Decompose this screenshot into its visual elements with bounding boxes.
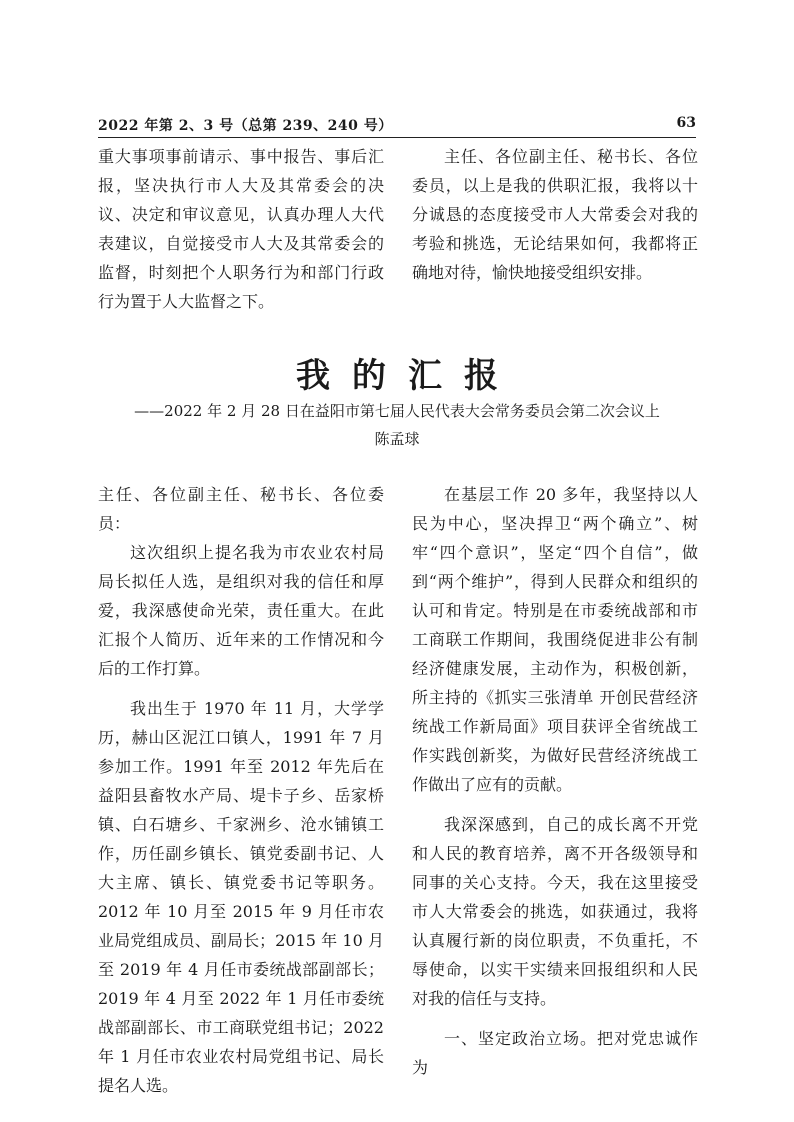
paragraph: 我深深感到，自己的成长离不开党和人民的教育培养，离不开各级领导和同事的关心支持。今天，我在这里接受市人大常委会的挑选，如获通过，我将认真履行新的岗位职责，不负重托，不辱使命，以实干实绩来回报组织和人民对我的信任与支持。 (412, 815, 698, 1008)
paragraph: 这次组织上提名我为市农业农村局局长拟任人选，是组织对我的信任和厚爱，我深感使命光荣，责任重大。在此汇报个人简历、近年来的工作情况和今后的工作打算。 (98, 543, 384, 678)
paragraph: 主任、各位副主任、秘书长、各位委员，以上是我的供职汇报，我将以十分诚恳的态度接受市人大常委会对我的考验和挑选，无论结果如何，我都将正确地对待，愉快地接受组织安排。 (412, 147, 698, 282)
paragraph: 在基层工作 20 多年，我坚持以人民为中心，坚决捍卫“两个确立”、树牢“四个意识”，坚定“四个自信”，做到“两个维护”，得到人民群众和组织的认可和肯定。特别是在市委统战部和市工商联工作期间，我围绕促进非公有制经济健康发展，主动作为，积极创新，所主持的《抓实三张清单 开创民营经济统战工作新局面》项目获评全省统战工作实践创新奖，为做好民营经济统战工作做出了应有的贡献。 (412, 485, 698, 794)
top-left-column (98, 142, 384, 316)
article-subtitle: ——2022 年 2 月 28 日在益阳市第七届人民代表大会常务委员会第二次会议上 (134, 402, 660, 420)
article-author: 陈孟球 (374, 430, 420, 448)
section-heading: 一、坚定政治立场。把对党忠诚作为 (412, 1029, 698, 1077)
salutation: 主任、各位副主任、秘书长、各位委员： (98, 485, 384, 533)
issue-label: 2022 年第 2、3 号（总第 239、240 号） (98, 118, 393, 134)
article-title: 我的汇报 (296, 356, 520, 396)
paragraph: 我出生于 1970 年 11 月，大学学历，赫山区泥江口镇人，1991 年 7 月参加工作。1991 年至 2012 年先后在益阳县畜牧水产局、堤卡子乡、岳家桥镇、白石塘乡、千家洲乡、沧水铺镇工作，历任副乡镇长、镇党委副书记、人大主席、镇长、镇党委书记等职务。2012 年 10 月至 2015 年 9 月任市农业局党组成员、副局长；2015 年 10 月至 2019 年 4 月任市委统战部副部长；2019 年 4 月至 2022 年 1 月任市委统战部副部长、市工商联党组书记；2022 年 1 月任市农业农村局党组书记、局长提名人选。 (98, 699, 384, 1095)
body-right-column (412, 480, 698, 1082)
body-left-column (98, 480, 384, 1100)
top-right-column (412, 142, 698, 287)
header-rule (98, 137, 696, 138)
page-number: 63 (676, 115, 696, 131)
paragraph: 重大事项事前请示、事中报告、事后汇报，坚决执行市人大及其常委会的决议、决定和审议意见，认真办理人大代表建议，自觉接受市人大及其常委会的监督，时刻把个人职务行为和部门行政行为置于人大监督之下。 (98, 147, 384, 311)
running-header (98, 115, 696, 135)
